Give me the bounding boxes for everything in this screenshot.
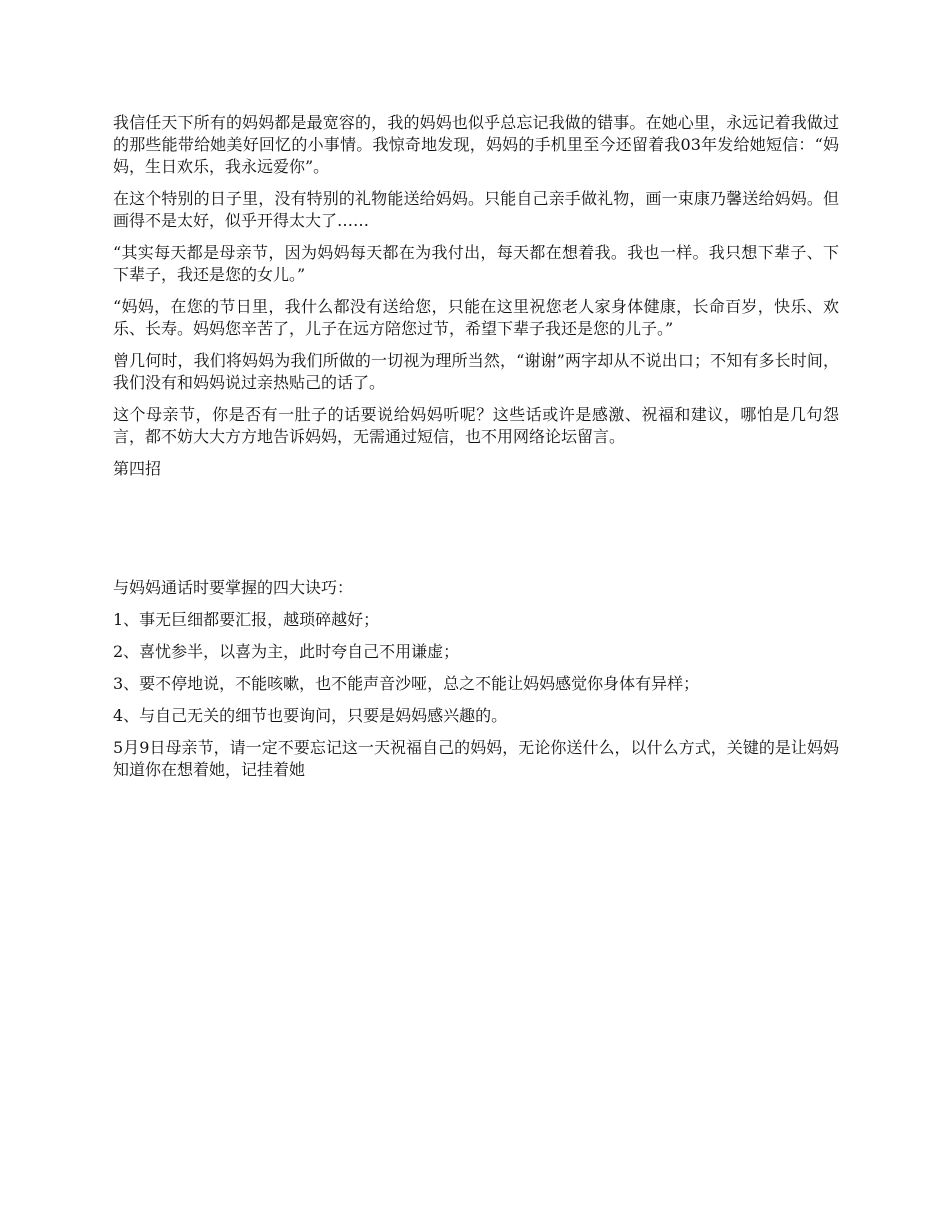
paragraph: 这个母亲节，你是否有一肚子的话要说给妈妈听呢？这些话或许是感激、祝福和建议，哪怕是几句怨言，都不妨大大方方地告诉妈妈，无需通过短信，也不用网络论坛留言。 — [113, 405, 839, 446]
paragraph: 曾几何时，我们将妈妈为我们所做的一切视为理所当然，“谢谢”两字却从不说出口；不知有多长时间，我们没有和妈妈说过亲热贴己的话了。 — [113, 351, 839, 392]
list-item: 4、与自己无关的细节也要询问，只要是妈妈感兴趣的。 — [113, 706, 508, 725]
blank-space — [113, 490, 839, 577]
list-item: 1、事无巨细都要汇报，越琐碎越好； — [113, 610, 380, 629]
list-item: 2、喜忧参半，以喜为主，此时夸自己不用谦虚； — [113, 642, 460, 661]
paragraph: “妈妈，在您的节日里，我什么都没有送给您，只能在这里祝您老人家身体健康，长命百岁，快乐、欢乐、长寿。妈妈您辛苦了，儿子在远方陪您过节，希望下辈子我还是您的儿子。” — [113, 297, 839, 338]
paragraph: 与妈妈通话时要掌握的四大诀巧： — [113, 578, 354, 597]
paragraph: “其实每天都是母亲节，因为妈妈每天都在为我付出，每天都在想着我。我也一样。我只想下辈子、下下辈子，我还是您的女儿。” — [113, 243, 839, 284]
paragraph: 在这个特别的日子里，没有特别的礼物能送给妈妈。只能自己亲手做礼物，画一束康乃馨送给妈妈。但画得不是太好，似乎开得太大了…… — [113, 189, 839, 230]
list-item: 3、要不停地说，不能咳嗽，也不能声音沙哑，总之不能让妈妈感觉你身体有异样； — [113, 674, 700, 693]
document-body — [113, 112, 839, 791]
section-heading: 第四招 — [113, 459, 162, 478]
paragraph: 我信任天下所有的妈妈都是最宽容的，我的妈妈也似乎总忘记我做的错事。在她心里，永远记着我做过的那些能带给她美好回忆的小事情。我惊奇地发现，妈妈的手机里至今还留着我03年发给她短信：“妈妈，生日欢乐，我永远爱你”。 — [113, 113, 839, 176]
paragraph: 5月9日母亲节，请一定不要忘记这一天祝福自己的妈妈，无论你送什么，以什么方式，关键的是让妈妈知道你在想着她，记挂着她 — [113, 738, 839, 779]
